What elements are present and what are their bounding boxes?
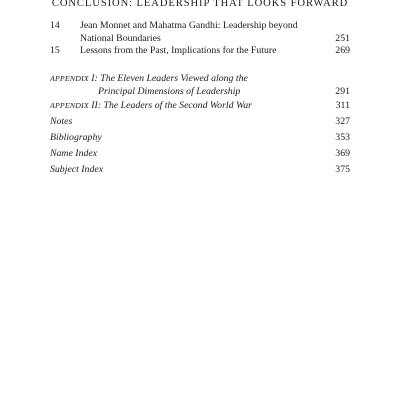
toc-entry-notes bbox=[50, 116, 350, 129]
toc-entry-chapter-14 bbox=[50, 20, 350, 45]
toc-entry-name-index bbox=[50, 148, 350, 161]
page-number: 369 bbox=[335, 148, 350, 159]
appendix-title-line1: II: The Leaders of the Second World War bbox=[88, 100, 252, 111]
toc-entry-appendix-1 bbox=[50, 73, 350, 98]
page-number: 353 bbox=[335, 132, 350, 143]
entry-label: Subject Index bbox=[50, 164, 104, 175]
toc-entry-bibliography bbox=[50, 132, 350, 145]
page-number: 327 bbox=[335, 116, 350, 127]
page-number: 251 bbox=[335, 32, 350, 44]
entry-label: Name Index bbox=[50, 148, 98, 159]
page-number: 269 bbox=[335, 45, 350, 56]
appendix-title-line2: Principal Dimensions of Leadership bbox=[98, 85, 241, 97]
entry-label: Bibliography bbox=[50, 132, 102, 143]
chapter-number: 14 bbox=[50, 20, 60, 31]
page-number: 311 bbox=[335, 100, 350, 111]
toc-entry-chapter-15 bbox=[50, 45, 350, 58]
appendix-prefix: APPENDIX bbox=[50, 101, 89, 110]
toc-entry-appendix-2 bbox=[50, 100, 350, 113]
section-title: CONCLUSION: LEADERSHIP THAT LOOKS FORWARD bbox=[51, 0, 349, 9]
chapter-title: Jean Monnet and Mahatma Gandhi: Leadership beyond National Boundaries bbox=[80, 20, 298, 44]
page-number: 375 bbox=[335, 164, 350, 175]
appendix-title-line1: I: The Eleven Leaders Viewed along the bbox=[88, 73, 248, 84]
page-number: 291 bbox=[335, 85, 350, 97]
chapter-number: 15 bbox=[50, 45, 60, 56]
appendix-prefix: APPENDIX bbox=[50, 74, 89, 83]
entry-label: Notes bbox=[50, 116, 73, 127]
toc-entry-subject-index bbox=[50, 164, 350, 177]
chapter-title: Lessons from the Past, Implications for the Future bbox=[80, 45, 277, 56]
